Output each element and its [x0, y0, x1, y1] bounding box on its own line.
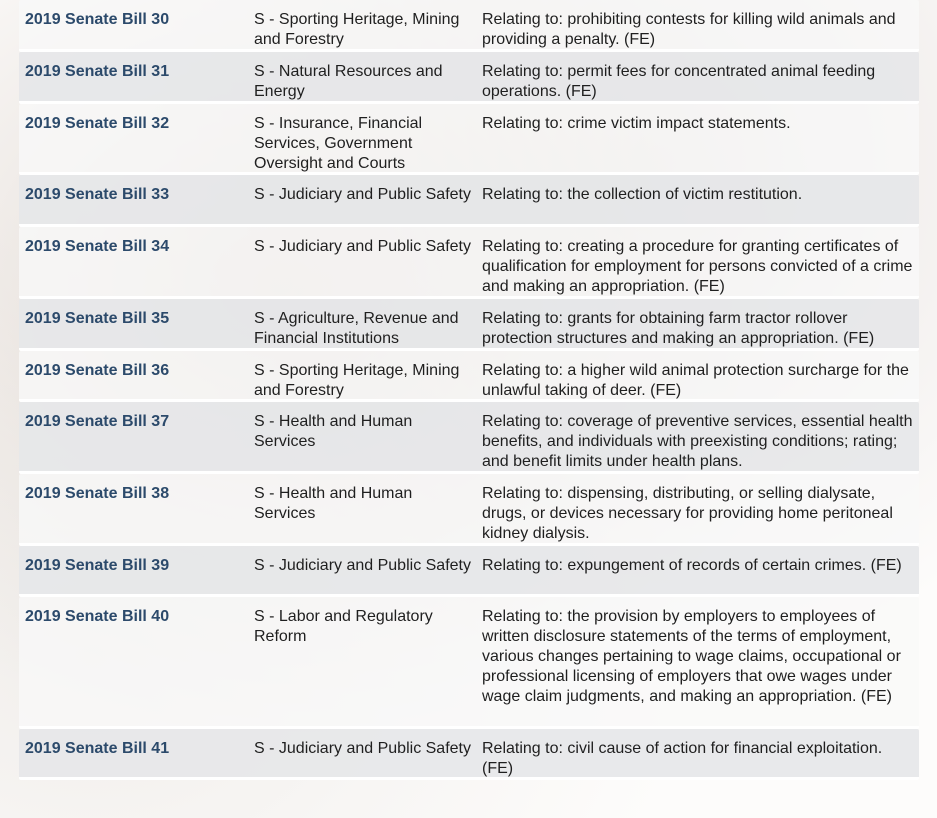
committee-cell: S - Insurance, Financial Services, Government Oversight and Courts [254, 115, 423, 172]
bill-number-cell [19, 237, 248, 257]
table-row [19, 0, 919, 52]
bill-link[interactable]: 2019 Senate Bill 40 [25, 608, 170, 625]
committee-cell: S - Sporting Heritage, Mining and Forestry [254, 362, 460, 399]
bill-number-cell [19, 412, 248, 432]
description-cell: Relating to: civil cause of action for financial exploitation. (FE) [482, 740, 883, 777]
committee-cell: S - Judiciary and Public Safety [254, 238, 471, 255]
table-row [19, 474, 919, 546]
table-row [19, 351, 919, 402]
bill-number-cell [19, 556, 248, 576]
committee-cell: S - Labor and Regulatory Reform [254, 608, 433, 645]
description-cell: Relating to: creating a procedure for granting certificates of qualification for employment for persons convicted of a crime and making an appropriation. (FE) [482, 238, 913, 295]
bill-number-cell [19, 484, 248, 504]
bill-link[interactable]: 2019 Senate Bill 39 [25, 557, 170, 574]
committee-cell: S - Judiciary and Public Safety [254, 557, 471, 574]
table-row [19, 546, 919, 597]
committee-cell: S - Judiciary and Public Safety [254, 740, 471, 757]
description-cell: Relating to: permit fees for concentrated animal feeding operations. (FE) [482, 63, 876, 100]
bill-link[interactable]: 2019 Senate Bill 36 [25, 362, 170, 379]
table-row [19, 227, 919, 299]
bill-link[interactable]: 2019 Senate Bill 38 [25, 485, 170, 502]
committee-cell: S - Agriculture, Revenue and Financial Institutions [254, 310, 459, 347]
committee-cell: S - Health and Human Services [254, 413, 413, 450]
table-row [19, 175, 919, 227]
bill-number-cell [19, 309, 248, 329]
bill-link[interactable]: 2019 Senate Bill 37 [25, 413, 170, 430]
bill-number-cell [19, 739, 248, 759]
bill-number-cell [19, 607, 248, 627]
table-row [19, 299, 919, 351]
table-row [19, 52, 919, 104]
committee-cell: S - Judiciary and Public Safety [254, 186, 471, 203]
description-cell: Relating to: a higher wild animal protection surcharge for the unlawful taking of deer. (FE) [482, 362, 909, 399]
committee-cell: S - Health and Human Services [254, 485, 413, 522]
description-cell: Relating to: the collection of victim restitution. [482, 186, 803, 203]
bill-number-cell [19, 62, 248, 82]
table-row [19, 729, 919, 780]
bill-link[interactable]: 2019 Senate Bill 33 [25, 186, 170, 203]
bill-link[interactable]: 2019 Senate Bill 35 [25, 310, 170, 327]
bill-number-cell [19, 361, 248, 381]
description-cell: Relating to: expungement of records of certain crimes. (FE) [482, 557, 902, 574]
description-cell: Relating to: the provision by employers to employees of written disclosure statements of the terms of employment, various changes pertaining to wage claims, occupational or professional licensing of employers that owe wages under wage claim judgments, and making an appropriation. (FE) [482, 608, 901, 705]
bill-link[interactable]: 2019 Senate Bill 31 [25, 63, 170, 80]
bill-number-cell [19, 114, 248, 134]
committee-cell: S - Natural Resources and Energy [254, 63, 443, 100]
bill-link[interactable]: 2019 Senate Bill 30 [25, 11, 170, 28]
table-row [19, 597, 919, 729]
table-row [19, 402, 919, 474]
bills-table [19, 0, 919, 780]
committee-cell: S - Sporting Heritage, Mining and Forestry [254, 11, 460, 48]
description-cell: Relating to: crime victim impact statements. [482, 115, 791, 132]
bill-link[interactable]: 2019 Senate Bill 32 [25, 115, 170, 132]
bill-number-cell [19, 10, 248, 30]
table-row [19, 104, 919, 175]
bill-link[interactable]: 2019 Senate Bill 41 [25, 740, 170, 757]
description-cell: Relating to: prohibiting contests for killing wild animals and providing a penalty. (FE) [482, 11, 896, 48]
description-cell: Relating to: grants for obtaining farm tractor rollover protection structures and making an appropriation. (FE) [482, 310, 875, 347]
bill-link[interactable]: 2019 Senate Bill 34 [25, 238, 170, 255]
description-cell: Relating to: dispensing, distributing, or selling dialysate, drugs, or devices necessary for providing home peritoneal kidney dialysis. [482, 485, 893, 542]
description-cell: Relating to: coverage of preventive services, essential health benefits, and individuals with preexisting conditions; rating; and benefit limits under health plans. [482, 413, 913, 470]
bill-number-cell [19, 185, 248, 205]
